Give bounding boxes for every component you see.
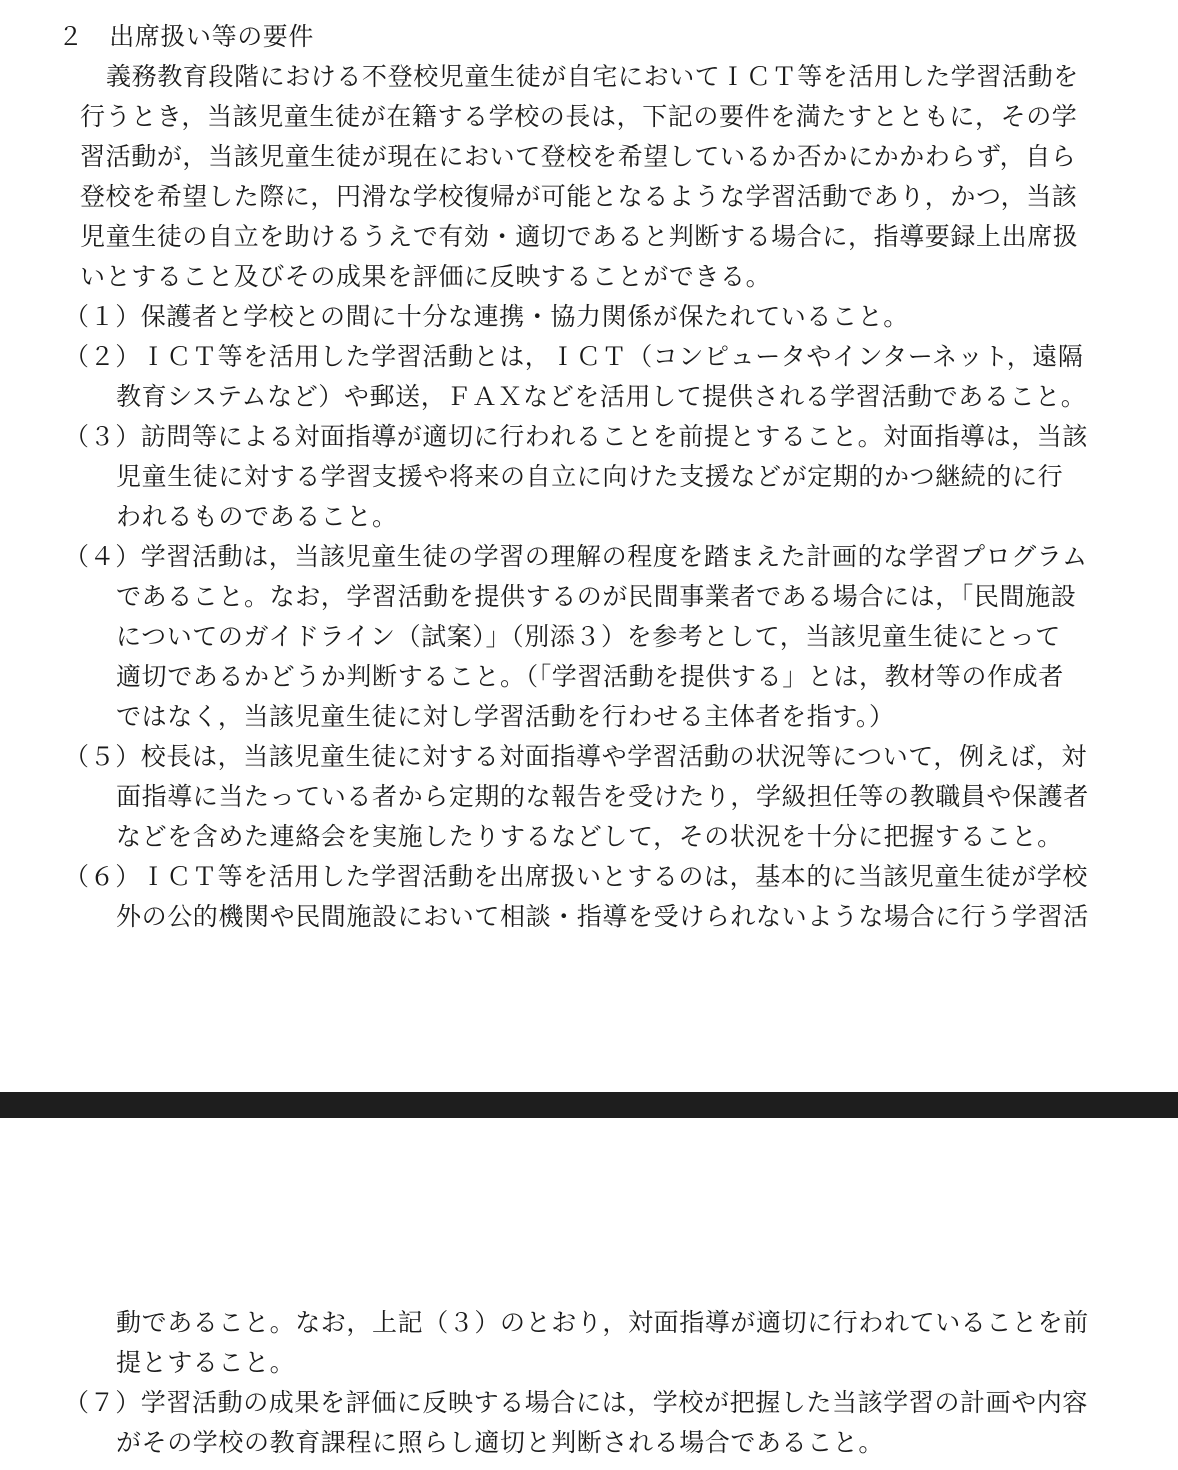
page-divider <box>0 1092 1178 1118</box>
list-item-line: われるものであること。 <box>116 502 398 531</box>
list-item-line: 面指導に当たっている者から定期的な報告を受けたり，学級担任等の教職員や保護者 <box>116 782 1089 811</box>
list-item-line: 児童生徒に対する学習支援や将来の自立に向けた支援などが定期的かつ継続的に行 <box>116 462 1064 491</box>
list-item-line: （６）ＩＣＴ等を活用した学習活動を出席扱いとするのは，基本的に当該児童生徒が学校 <box>64 862 1089 891</box>
list-item-line: （１）保護者と学校との間に十分な連携・協力関係が保たれていること。 <box>64 302 909 331</box>
list-item-line: 教育システムなど）や郵送，ＦＡＸなどを活用して提供される学習活動であること。 <box>116 382 1087 411</box>
paragraph-line: 登校を希望した際に，円滑な学校復帰が可能となるような学習活動であり，かつ，当該 <box>80 182 1078 211</box>
paragraph-line: 習活動が，当該児童生徒が現在において登校を希望しているか否かにかかわらず，自ら <box>80 142 1077 171</box>
list-item-line: についてのガイドライン（試案）」（別添３）を参考として，当該児童生徒にとって <box>116 622 1061 651</box>
list-item-line: （３）訪問等による対面指導が適切に行われることを前提とすること。対面指導は，当該 <box>64 422 1089 451</box>
list-item-line: などを含めた連絡会を実施したりするなどして，その状況を十分に把握すること。 <box>116 822 1063 851</box>
list-item-line: 提とすること。 <box>116 1348 296 1377</box>
list-item-line: 動であること。なお，上記（３）のとおり，対面指導が適切に行われていることを前 <box>116 1308 1089 1337</box>
list-item-line: （２）ＩＣＴ等を活用した学習活動とは，ＩＣＴ（コンピュータやインターネット，遠隔 <box>64 342 1084 371</box>
list-item-line: がその学校の教育課程に照らし適切と判断される場合であること。 <box>116 1428 885 1457</box>
list-item-line: （７）学習活動の成果を評価に反映する場合には，学校が把握した当該学習の計画や内容 <box>64 1388 1089 1417</box>
list-item-line: ではなく，当該児童生徒に対し学習活動を行わせる主体者を指す。） <box>116 702 895 731</box>
section-heading: ２ 出席扱い等の要件 <box>58 22 315 51</box>
list-item-line: （５）校長は，当該児童生徒に対する対面指導や学習活動の状況等について，例えば，対 <box>64 742 1088 771</box>
paragraph-line: 児童生徒の自立を助けるうえで有効・適切であると判断する場合に，指導要録上出席扱 <box>80 222 1079 251</box>
paragraph-line: いとすること及びその成果を評価に反映することができる。 <box>80 262 772 291</box>
list-item-line: 適切であるかどうか判断すること。（「学習活動を提供する」とは，教材等の作成者 <box>116 662 1064 691</box>
list-item-line: であること。なお，学習活動を提供するのが民間事業者である場合には，「民間施設 <box>116 582 1077 611</box>
list-item-line: 外の公的機関や民間施設において相談・指導を受けられないような場合に行う学習活 <box>116 902 1089 931</box>
list-item-line: （４）学習活動は，当該児童生徒の学習の理解の程度を踏まえた計画的な学習プログラム <box>64 542 1088 571</box>
paragraph-line: 行うとき，当該児童生徒が在籍する学校の長は，下記の要件を満たすとともに，その学 <box>80 102 1078 131</box>
paragraph-line: 義務教育段階における不登校児童生徒が自宅においてＩＣＴ等を活用した学習活動を <box>106 62 1079 91</box>
